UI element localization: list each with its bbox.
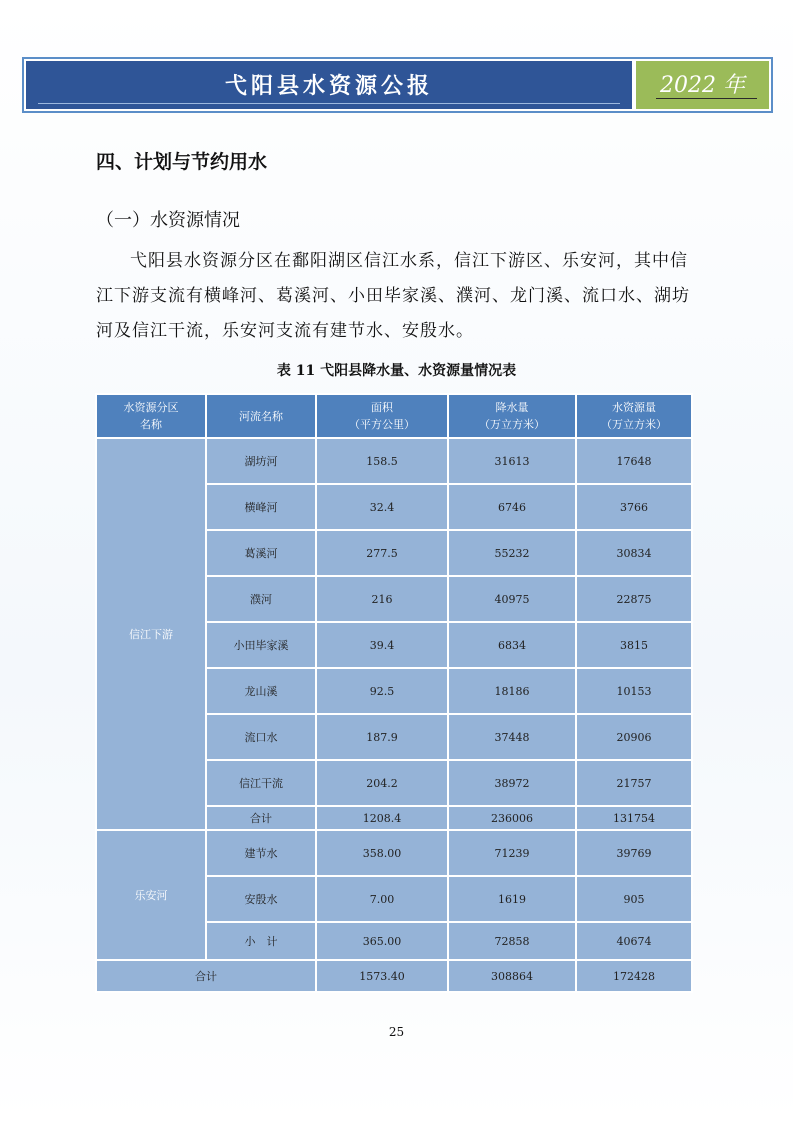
area-cell: 92.5 — [316, 668, 448, 714]
rain-cell: 72858 — [448, 922, 576, 960]
report-year: 2022 年 — [660, 73, 745, 98]
header-rule — [38, 103, 620, 104]
header-zone: 水资源分区 名称 — [96, 394, 206, 438]
water-cell: 20906 — [576, 714, 692, 760]
area-cell: 1573.40 — [316, 960, 448, 992]
header-year-box — [636, 61, 769, 109]
area-cell: 1208.4 — [316, 806, 448, 830]
river-cell: 信江干流 — [206, 760, 316, 806]
table-caption: 表 11 弋阳县降水量、水资源量情况表 — [276, 363, 517, 379]
header-area: 面积 （平方公里） — [316, 394, 448, 438]
river-cell: 建节水 — [206, 830, 316, 876]
area-cell: 7.00 — [316, 876, 448, 922]
river-cell: 安殷水 — [206, 876, 316, 922]
area-cell: 204.2 — [316, 760, 448, 806]
rain-cell: 236006 — [448, 806, 576, 830]
area-cell: 39.4 — [316, 622, 448, 668]
water-resource-table — [95, 393, 693, 993]
zone-cell: 信江下游 — [96, 438, 206, 830]
river-cell: 合计 — [206, 806, 316, 830]
river-cell: 湖坊河 — [206, 438, 316, 484]
area-cell: 216 — [316, 576, 448, 622]
rain-cell: 6834 — [448, 622, 576, 668]
rain-cell: 37448 — [448, 714, 576, 760]
area-cell: 187.9 — [316, 714, 448, 760]
water-cell: 10153 — [576, 668, 692, 714]
area-cell: 277.5 — [316, 530, 448, 576]
water-cell: 21757 — [576, 760, 692, 806]
rain-cell: 308864 — [448, 960, 576, 992]
water-cell: 131754 — [576, 806, 692, 830]
page-number: 25 — [388, 1025, 405, 1039]
header-river: 河流名称 — [206, 394, 316, 438]
river-cell: 龙山溪 — [206, 668, 316, 714]
total-label: 合计 — [96, 960, 316, 992]
rain-cell: 1619 — [448, 876, 576, 922]
water-cell: 30834 — [576, 530, 692, 576]
area-cell: 365.00 — [316, 922, 448, 960]
water-cell: 172428 — [576, 960, 692, 992]
water-cell: 3766 — [576, 484, 692, 530]
river-cell: 流口水 — [206, 714, 316, 760]
rain-cell: 38972 — [448, 760, 576, 806]
river-cell: 横峰河 — [206, 484, 316, 530]
section-title: 四、计划与节约用水 — [96, 151, 268, 173]
water-cell: 3815 — [576, 622, 692, 668]
year-rule — [656, 98, 757, 99]
river-cell: 小田毕家溪 — [206, 622, 316, 668]
river-cell: 濮河 — [206, 576, 316, 622]
subsection-title: （一）水资源情况 — [96, 210, 240, 231]
area-cell: 358.00 — [316, 830, 448, 876]
rain-cell: 71239 — [448, 830, 576, 876]
water-cell: 40674 — [576, 922, 692, 960]
area-cell: 158.5 — [316, 438, 448, 484]
river-cell: 葛溪河 — [206, 530, 316, 576]
report-header — [22, 57, 773, 113]
body-paragraph: 弋阳县水资源分区在鄱阳湖区信江水系，信江下游区、乐安河，其中信江下游支流有横峰河、葛溪河、小田毕家溪、濮河、龙门溪、流口水、湖坊河及信江干流，乐安河支流有建节水、安殷水。 — [96, 251, 690, 341]
river-cell: 小 计 — [206, 922, 316, 960]
table-row — [96, 830, 692, 876]
report-title: 弋阳县水资源公报 — [224, 73, 433, 99]
table-header-row — [96, 394, 692, 438]
header-title-box — [26, 61, 632, 109]
water-cell: 22875 — [576, 576, 692, 622]
header-water: 水资源量 （万立方米） — [576, 394, 692, 438]
water-cell: 17648 — [576, 438, 692, 484]
water-cell: 905 — [576, 876, 692, 922]
total-row — [96, 960, 692, 992]
header-rain: 降水量 （万立方米） — [448, 394, 576, 438]
rain-cell: 40975 — [448, 576, 576, 622]
rain-cell: 31613 — [448, 438, 576, 484]
zone-cell: 乐安河 — [96, 830, 206, 960]
area-cell: 32.4 — [316, 484, 448, 530]
water-cell: 39769 — [576, 830, 692, 876]
rain-cell: 6746 — [448, 484, 576, 530]
table-row — [96, 438, 692, 484]
rain-cell: 55232 — [448, 530, 576, 576]
rain-cell: 18186 — [448, 668, 576, 714]
